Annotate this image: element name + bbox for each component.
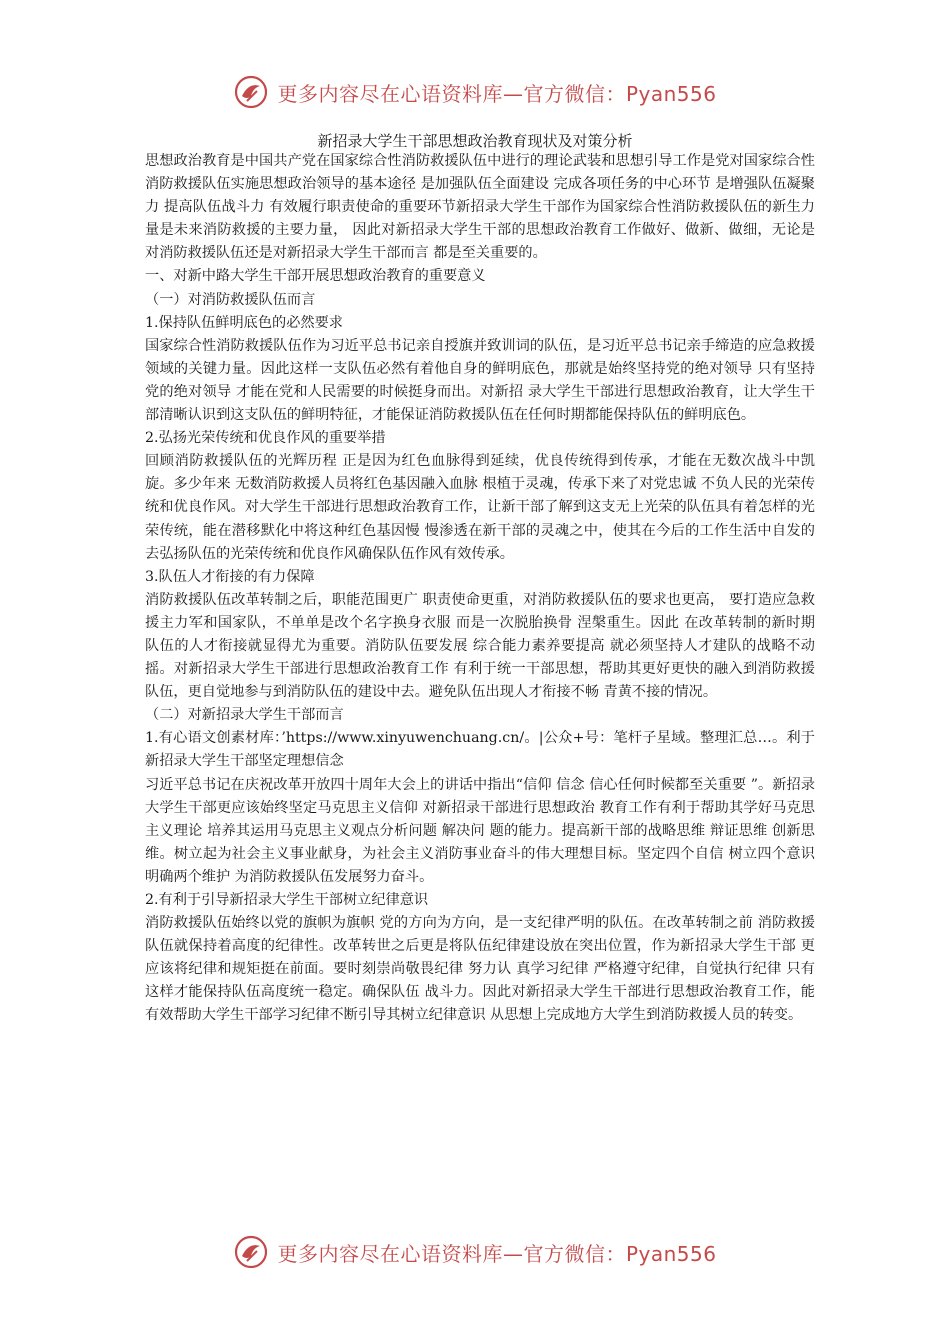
paragraph-2-1: 习近平总书记在庆祝改革开放四十周年大会上的讲话中指出“信仰 信念 信心任何时候都至关重要 ”。新招录大学生干部更应该始终坚定马克思主义信仰 对新招录干部进行思想政治 教育工作有利于帮助其学好马克思主义理论 培养其运用马克思主义观点分析问题 解决问 题的能力。提高新干部的战略思维 辩证思维 创新思维。树立起为社会主义事业献身，为社会主义消防事业奋斗的伟大理想目标。坚定四个自信 树立四个意识 明确两个维护 为消防救援队伍发展努力奋斗。 — [145, 776, 815, 885]
subsection-heading-1: （一）对消防救援队伍而言 — [145, 291, 316, 308]
paragraph-1-2: 回顾消防救援队伍的光辉历程 正是因为红色血脉得到延续，优良传统得到传承，才能在无数次战斗中凯旋。多少年来 无数消防救援人员将红色基因融入血脉 根植于灵魂，传承下来了对党忠诚 不负人民的光荣传统和优良作风。对大学生干部进行思想政治教育工作，让新干部了解到这支无上光荣的队伍具有着怎样的光荣传统，能在潜移默化中将这种红色基因慢 慢渗透在新干部的灵魂之中，使其在今后的工作生活中自发的去弘扬队伍的光荣传统和优良作风确保队伍作风有效传承。 — [145, 453, 815, 562]
paragraph-2-2: 消防救援队伍始终以党的旗帜为旗帜 党的方向为方向，是一支纪律严明的队伍。在改革转制之前 消防救援队伍就保持着高度的纪律性。改革转世之后更是将队伍纪律建设放在突出位置，作为新招录大学生干部 更应该将纪律和规矩挺在前面。要时刻崇尚敬畏纪律 努力认 真学习纪律 严格遵守纪律，自觉执行纪律 只有这样才能保持队伍高度统一稳定。确保队伍 战斗力。因此对新招录大学生干部进行思想政治教育工作，能有效帮助大学生干部学习纪律不断引导其树立纪律意识 从思想上完成地方大学生到消防救援人员的转变。 — [145, 915, 815, 1024]
paragraph-1-1: 国家综合性消防救援队伍作为习近平总书记亲自授旗并致训词的队伍，是习近平总书记亲手缔造的应急救援领域的关键力量。因此这样一支队伍必然有着他自身的鲜明底色，那就是始终坚持党的绝对领导 只有坚持党的绝对领导 才能在党和人民需要的时候挺身而出。对新招 录大学生干部进行思想政治教育，让大学生干部清晰认识到这支队伍的鲜明特征，才能保证消防救援队伍在任何时期都能保持队伍的鲜明底色。 — [145, 337, 815, 424]
document-title: 新招录大学生干部思想政治教育现状及对策分析 — [317, 132, 633, 150]
subsection-heading-2: （二）对新招录大学生干部而言 — [145, 707, 344, 724]
point-heading-1-1: 1.保持队伍鲜明底色的必然要求 — [145, 314, 343, 331]
footer-watermark — [0, 1230, 950, 1274]
logo-icon — [233, 74, 269, 110]
intro-paragraph: 思想政治教育是中国共产党在国家综合性消防救援队伍中进行的理论武装和思想引导工作是党对国家综合性消防救援队伍实施思想政治领导的基本途径 是加强队伍全面建设 完成各项任务的中心环节 是增强队伍凝聚力 提高队伍战斗力 有效履行职责使命的重要环节新招录大学生干部作为国家综合性消防救援队伍的新生力量是未来消防救援的主要力量， 因此对新招录大学生干部的思想政治教育工作做好、做新、做细，无论是对消防救援队伍还是对新招录大学生干部而言 都是至关重要的。 — [145, 153, 815, 262]
paragraph-1-3: 消防救援队伍改革转制之后，职能范围更广 职责使命更重，对消防救援队伍的要求也更高， 要打造应急救援主力军和国家队，不单单是改个名字换身衣服 而是一次脱胎换骨 涅槃重生。因此 在改革转制的新时期 队伍的人才衔接就显得尤为重要。消防队伍要发展 综合能力素养要提高 就必须坚持人才建队的战略不动摇。对新招录大学生干部进行思想政治教育工作 有利于统一干部思想，帮助其更好更快的融入到消防救援队伍，更自觉地参与到消防队伍的建设中去。避免队伍出现人才衔接不畅 青黄不接的情况。 — [145, 591, 815, 701]
point-heading-2-1: 1.有心语文创素材库：’https://www.xinyuwenchuang.cn/。|公众+号：笔杆子星域。整理汇总…。利于新招录大学生干部坚定理想信念 — [145, 730, 815, 770]
point-heading-1-2: 2.弘扬光荣传统和优良作风的重要举措 — [145, 430, 386, 447]
logo-icon — [233, 1234, 269, 1270]
document-body — [145, 150, 815, 1028]
point-heading-1-3: 3.队伍人才衔接的有力保障 — [145, 568, 315, 585]
section-heading-1: 一、对新中路大学生干部开展思想政治教育的重要意义 — [145, 268, 486, 285]
point-heading-2-2: 2.有利于引导新招录大学生干部树立纪律意识 — [145, 892, 429, 908]
banner-text: 更多内容尽在心语资料库—官方微信：Pyan556 — [277, 81, 717, 106]
banner-text: 更多内容尽在心语资料库—官方微信：Pyan556 — [277, 1241, 717, 1266]
header-watermark — [0, 70, 950, 114]
